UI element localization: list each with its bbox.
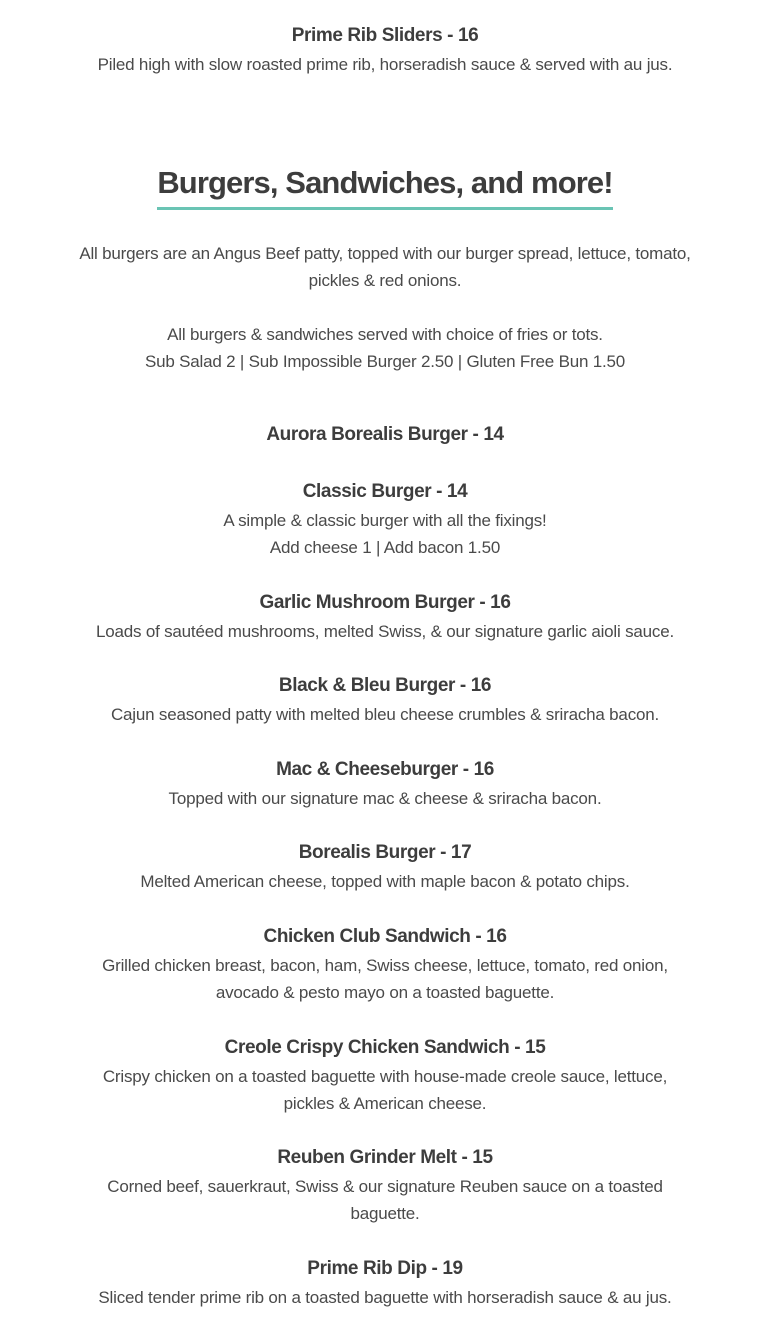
item-name: Chicken Club Sandwich - 16 bbox=[263, 926, 507, 947]
item-name: Garlic Mushroom Burger - 16 bbox=[259, 592, 511, 613]
note-line: All burgers & sandwiches served with choice of fries or tots. bbox=[167, 325, 603, 344]
menu-item bbox=[0, 591, 770, 645]
menu-item bbox=[0, 480, 770, 561]
item-description: Crispy chicken on a toasted baguette with house-made creole sauce, lettuce, bbox=[102, 1067, 668, 1086]
item-description: Loads of sautéed mushrooms, melted Swiss, & our signature garlic aioli sauce. bbox=[95, 622, 674, 641]
item-name: Prime Rib Dip - 19 bbox=[307, 1258, 463, 1279]
item-description: Add cheese 1 | Add bacon 1.50 bbox=[269, 538, 501, 557]
item-description: baguette. bbox=[350, 1204, 420, 1223]
menu-item bbox=[0, 841, 770, 895]
item-name: Borealis Burger - 17 bbox=[298, 842, 472, 863]
intro-line: pickles & red onions. bbox=[308, 271, 462, 290]
note-line: Sub Salad 2 | Sub Impossible Burger 2.50 | Gluten Free Bun 1.50 bbox=[144, 352, 626, 371]
section-title: Burgers, Sandwiches, and more! bbox=[157, 163, 612, 210]
item-name: Mac & Cheeseburger - 16 bbox=[276, 759, 494, 780]
menu-item bbox=[0, 423, 770, 447]
item-name: Black & Bleu Burger - 16 bbox=[278, 675, 492, 696]
item-description: Melted American cheese, topped with maple bacon & potato chips. bbox=[140, 872, 630, 891]
item-description: avocado & pesto mayo on a toasted baguette. bbox=[215, 983, 555, 1002]
item-description: pickles & American cheese. bbox=[283, 1094, 487, 1113]
item-description: Cajun seasoned patty with melted bleu cheese crumbles & sriracha bacon. bbox=[110, 705, 660, 724]
item-name: Aurora Borealis Burger - 14 bbox=[266, 424, 504, 445]
item-name: Reuben Grinder Melt - 15 bbox=[277, 1147, 493, 1168]
menu-item bbox=[0, 758, 770, 812]
menu-item bbox=[0, 674, 770, 728]
intro-line: All burgers are an Angus Beef patty, topped with our burger spread, lettuce, tomato, bbox=[79, 244, 691, 263]
item-name: Prime Rib Sliders - 16 bbox=[291, 25, 479, 46]
item-description: Topped with our signature mac & cheese & sriracha bacon. bbox=[168, 789, 602, 808]
section-note bbox=[0, 321, 770, 375]
menu-item bbox=[0, 1146, 770, 1227]
menu-item bbox=[0, 925, 770, 1006]
item-description: Corned beef, sauerkraut, Swiss & our signature Reuben sauce on a toasted bbox=[107, 1177, 663, 1196]
menu-item-prime-rib-sliders bbox=[0, 24, 770, 78]
item-description: Grilled chicken breast, bacon, ham, Swiss cheese, lettuce, tomato, red onion, bbox=[102, 956, 668, 975]
item-name: Creole Crispy Chicken Sandwich - 15 bbox=[224, 1037, 546, 1058]
section-header bbox=[0, 163, 770, 210]
item-name: Classic Burger - 14 bbox=[302, 481, 468, 502]
item-description: Sliced tender prime rib on a toasted baguette with horseradish sauce & au jus. bbox=[98, 1288, 672, 1307]
item-description: Piled high with slow roasted prime rib, horseradish sauce & served with au jus. bbox=[97, 55, 673, 74]
section-intro bbox=[0, 240, 770, 294]
menu-item bbox=[0, 1036, 770, 1117]
item-description: A simple & classic burger with all the fixings! bbox=[223, 511, 547, 530]
menu-item bbox=[0, 1257, 770, 1311]
